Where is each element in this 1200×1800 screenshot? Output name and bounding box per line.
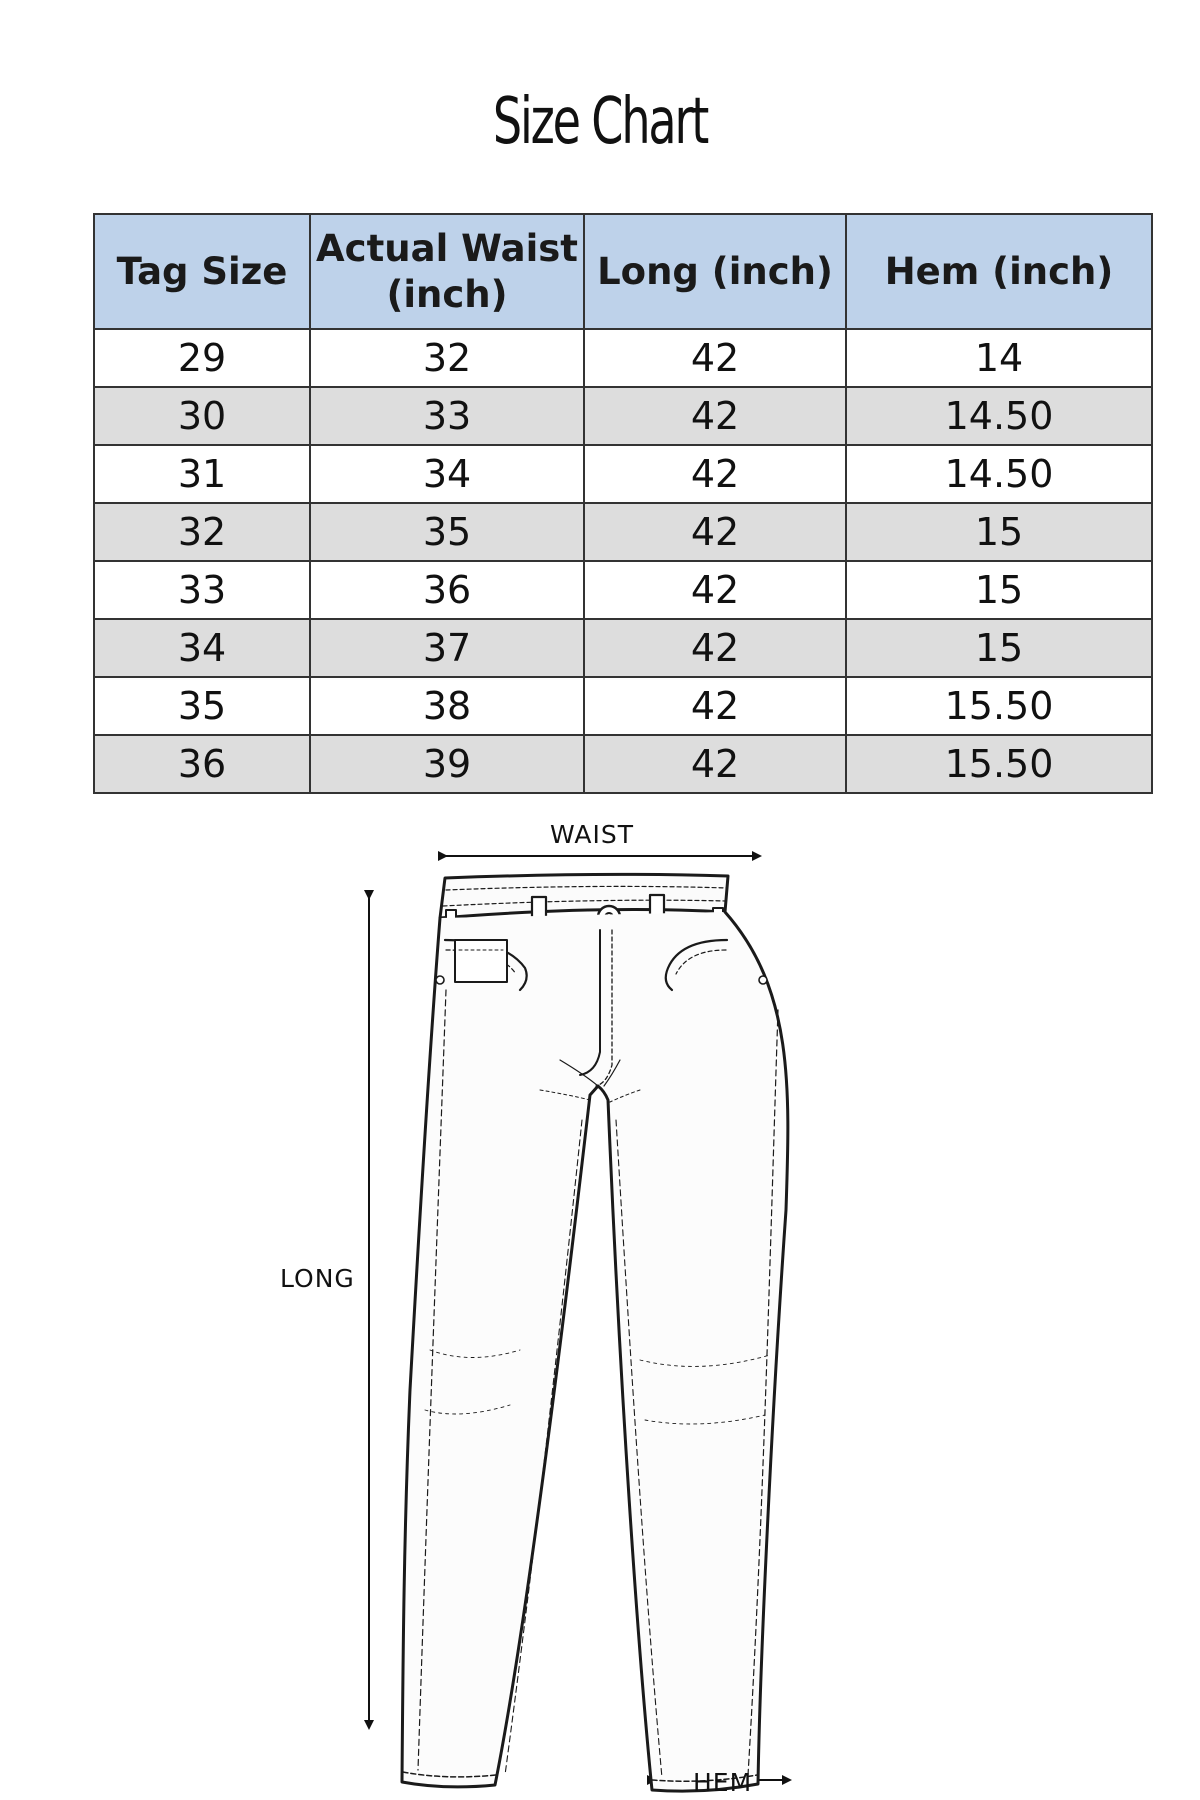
tag-size-cell: 31 [94, 445, 310, 503]
jeans-measurement-diagram [0, 790, 1200, 1800]
column-header-hem: Hem (inch) [846, 214, 1152, 329]
hem-cell: 14 [846, 329, 1152, 387]
jeans-illustration [0, 790, 1200, 1800]
hem-cell: 15.50 [846, 735, 1152, 793]
waist-cell: 32 [310, 329, 584, 387]
hem-cell: 15 [846, 561, 1152, 619]
tag-size-cell: 33 [94, 561, 310, 619]
hem-cell: 15.50 [846, 677, 1152, 735]
tag-size-cell: 32 [94, 503, 310, 561]
hem-cell: 14.50 [846, 387, 1152, 445]
column-header-actual-waist: Actual Waist (inch) [310, 214, 584, 329]
table-row [94, 619, 1152, 677]
tag-size-cell: 29 [94, 329, 310, 387]
waist-cell: 36 [310, 561, 584, 619]
long-cell: 42 [584, 619, 846, 677]
waist-cell: 39 [310, 735, 584, 793]
long-label: LONG [280, 1264, 355, 1293]
long-cell: 42 [584, 445, 846, 503]
hem-label: HEM [693, 1768, 753, 1797]
hem-cell: 15 [846, 619, 1152, 677]
table-row [94, 677, 1152, 735]
waist-label: WAIST [550, 820, 634, 849]
table-row [94, 503, 1152, 561]
column-header-long: Long (inch) [584, 214, 846, 329]
page-title: Size Chart [492, 85, 708, 159]
table-row [94, 445, 1152, 503]
long-cell: 42 [584, 677, 846, 735]
long-cell: 42 [584, 503, 846, 561]
long-cell: 42 [584, 387, 846, 445]
table-row [94, 387, 1152, 445]
jeans-drawing [402, 874, 788, 1791]
tag-size-cell: 35 [94, 677, 310, 735]
waist-cell: 35 [310, 503, 584, 561]
long-cell: 42 [584, 735, 846, 793]
long-cell: 42 [584, 561, 846, 619]
hem-cell: 14.50 [846, 445, 1152, 503]
long-cell: 42 [584, 329, 846, 387]
column-header-tag-size: Tag Size [94, 214, 310, 329]
waist-cell: 37 [310, 619, 584, 677]
waist-cell: 33 [310, 387, 584, 445]
table-header-row [94, 214, 1152, 329]
waist-cell: 38 [310, 677, 584, 735]
tag-size-cell: 36 [94, 735, 310, 793]
tag-size-cell: 34 [94, 619, 310, 677]
size-chart-table [93, 213, 1153, 794]
tag-size-cell: 30 [94, 387, 310, 445]
waist-cell: 34 [310, 445, 584, 503]
table-row [94, 329, 1152, 387]
table-row [94, 561, 1152, 619]
hem-cell: 15 [846, 503, 1152, 561]
table-row [94, 735, 1152, 793]
